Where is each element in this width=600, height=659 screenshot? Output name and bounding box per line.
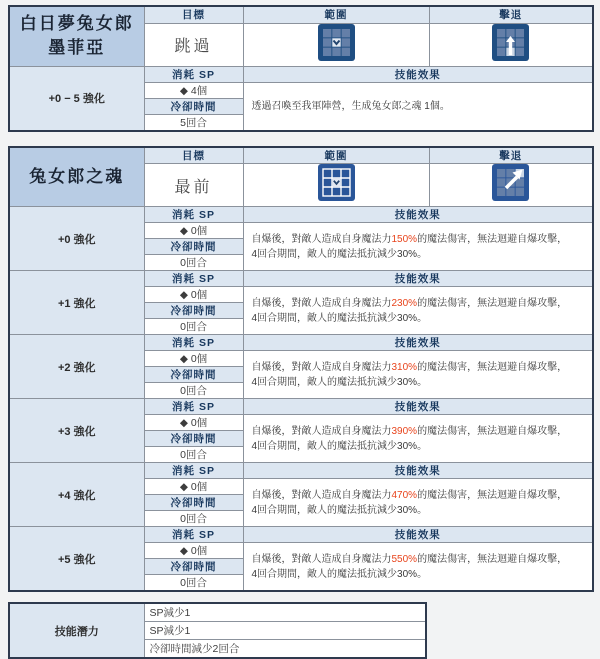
effect-line1: 自爆後，對敵人造成自身魔法力230%的魔法傷害，無法迴避自爆攻擊， (251, 297, 568, 309)
sp-cost-header: 消耗 SP (144, 66, 243, 82)
damage-percent: 310% (391, 361, 418, 373)
range-grid-chevron-down-icon (318, 24, 355, 61)
unit-title (9, 6, 144, 66)
skill-effect-text (243, 543, 593, 592)
effect-line2: 4回合期間，敵人的魔法抵抗減少30%。 (251, 248, 428, 260)
enhance-label: +3 強化 (9, 399, 144, 463)
target-header: 目標 (144, 147, 243, 164)
range-icon-cell (243, 23, 429, 66)
range-header: 範圍 (243, 147, 429, 164)
sp-cost-value: ◆ 0個 (144, 543, 243, 559)
range-grid-lines-chevron-down-icon (318, 164, 355, 201)
cooldown-header: 冷卻時間 (144, 367, 243, 383)
sp-cost-value: ◆ 0個 (144, 351, 243, 367)
effect-line1: 自爆後，對敵人造成自身魔法力470%的魔法傷害，無法迴避自爆攻擊， (251, 489, 568, 501)
knockback-header: 擊退 (429, 147, 593, 164)
skill-effect-text (243, 479, 593, 527)
cooldown-value: 0回合 (144, 511, 243, 527)
cooldown-value: 0回合 (144, 319, 243, 335)
enhance-label: +2 強化 (9, 335, 144, 399)
enhance-label: +1 強化 (9, 271, 144, 335)
summon-effect-text: 透過召喚至我軍陣營，生成兔女郎之魂 1個。 (251, 100, 450, 112)
sp-cost-value: ◆ 4個 (144, 82, 243, 98)
skill-effect-text (243, 82, 593, 131)
effect-line1: 自爆後，對敵人造成自身魔法力390%的魔法傷害，無法迴避自爆攻擊， (251, 425, 568, 437)
knockback-icon-cell (429, 23, 593, 66)
effect-line2: 4回合期間，敵人的魔法抵抗減少30%。 (251, 312, 428, 324)
cooldown-value: 0回合 (144, 383, 243, 399)
effect-line2: 4回合期間，敵人的魔法抵抗減少30%。 (251, 440, 428, 452)
cooldown-header: 冷卻時間 (144, 239, 243, 255)
skill-potential-title: 技能潛力 (9, 603, 144, 658)
damage-percent: 470% (391, 489, 418, 501)
enhance-label: +4 強化 (9, 463, 144, 527)
sp-cost-header: 消耗 SP (144, 399, 243, 415)
cooldown-header: 冷卻時間 (144, 431, 243, 447)
skill-effect-header: 技能效果 (243, 335, 593, 351)
skill-effect-header: 技能效果 (243, 399, 593, 415)
potential-row: 冷卻時間減少2回合 (144, 640, 426, 659)
unit-title-line1: 白日夢兔女郎 (19, 14, 134, 34)
knockback-grid-arrow-up-icon (492, 24, 529, 61)
skill-effect-text (243, 351, 593, 399)
cooldown-header: 冷卻時間 (144, 495, 243, 511)
sp-cost-value: ◆ 0個 (144, 223, 243, 239)
potential-row: SP減少1 (144, 603, 426, 622)
skill-effect-header: 技能效果 (243, 207, 593, 223)
enhance-label: +5 強化 (9, 527, 144, 592)
sp-cost-header: 消耗 SP (144, 335, 243, 351)
sp-cost-value: ◆ 0個 (144, 479, 243, 495)
target-value: 跳過 (144, 23, 243, 66)
effect-line1: 自爆後，對敵人造成自身魔法力150%的魔法傷害，無法迴避自爆攻擊， (251, 233, 568, 245)
cooldown-header: 冷卻時間 (144, 559, 243, 575)
cooldown-value: 5回合 (144, 114, 243, 131)
knockback-grid-arrow-upright-icon (492, 164, 529, 201)
effect-line1: 自爆後，對敵人造成自身魔法力550%的魔法傷害，無法迴避自爆攻擊， (251, 553, 568, 565)
sp-cost-header: 消耗 SP (144, 271, 243, 287)
cooldown-value: 0回合 (144, 255, 243, 271)
effect-line2: 4回合期間，敵人的魔法抵抗減少30%。 (251, 504, 428, 516)
summon-skill-table (8, 5, 594, 132)
bunny-soul-skill-table (8, 146, 594, 593)
skill-effect-header: 技能效果 (243, 527, 593, 543)
skill-effect-header: 技能效果 (243, 463, 593, 479)
range-header: 範圍 (243, 6, 429, 23)
target-value: 最前 (144, 164, 243, 207)
soul-title: 兔女郎之魂 (9, 147, 144, 207)
sp-cost-header: 消耗 SP (144, 527, 243, 543)
skill-effect-text (243, 223, 593, 271)
sp-cost-header: 消耗 SP (144, 207, 243, 223)
range-icon-cell (243, 164, 429, 207)
cooldown-value: 0回合 (144, 447, 243, 463)
skill-effect-header: 技能效果 (243, 271, 593, 287)
damage-percent: 150% (391, 233, 418, 245)
potential-row: SP減少1 (144, 622, 426, 640)
skill-potential-table (8, 602, 427, 659)
cooldown-header: 冷卻時間 (144, 98, 243, 114)
sp-cost-header: 消耗 SP (144, 463, 243, 479)
effect-line1: 自爆後，對敵人造成自身魔法力310%的魔法傷害，無法迴避自爆攻擊， (251, 361, 568, 373)
cooldown-header: 冷卻時間 (144, 303, 243, 319)
unit-title-line2: 墨菲亞 (48, 38, 106, 58)
damage-percent: 230% (391, 297, 418, 309)
sp-cost-value: ◆ 0個 (144, 287, 243, 303)
enhance-range-label: +0 − 5 強化 (9, 66, 144, 131)
sp-cost-value: ◆ 0個 (144, 415, 243, 431)
target-header: 目標 (144, 6, 243, 23)
damage-percent: 390% (391, 425, 418, 437)
skill-effect-header: 技能效果 (243, 66, 593, 82)
cooldown-value: 0回合 (144, 575, 243, 592)
skill-effect-text (243, 415, 593, 463)
knockback-icon-cell (429, 164, 593, 207)
damage-percent: 550% (391, 553, 418, 565)
enhance-label: +0 強化 (9, 207, 144, 271)
effect-line2: 4回合期間，敵人的魔法抵抗減少30%。 (251, 376, 428, 388)
skill-effect-text (243, 287, 593, 335)
effect-line2: 4回合期間，敵人的魔法抵抗減少30%。 (251, 568, 428, 580)
knockback-header: 擊退 (429, 6, 593, 23)
